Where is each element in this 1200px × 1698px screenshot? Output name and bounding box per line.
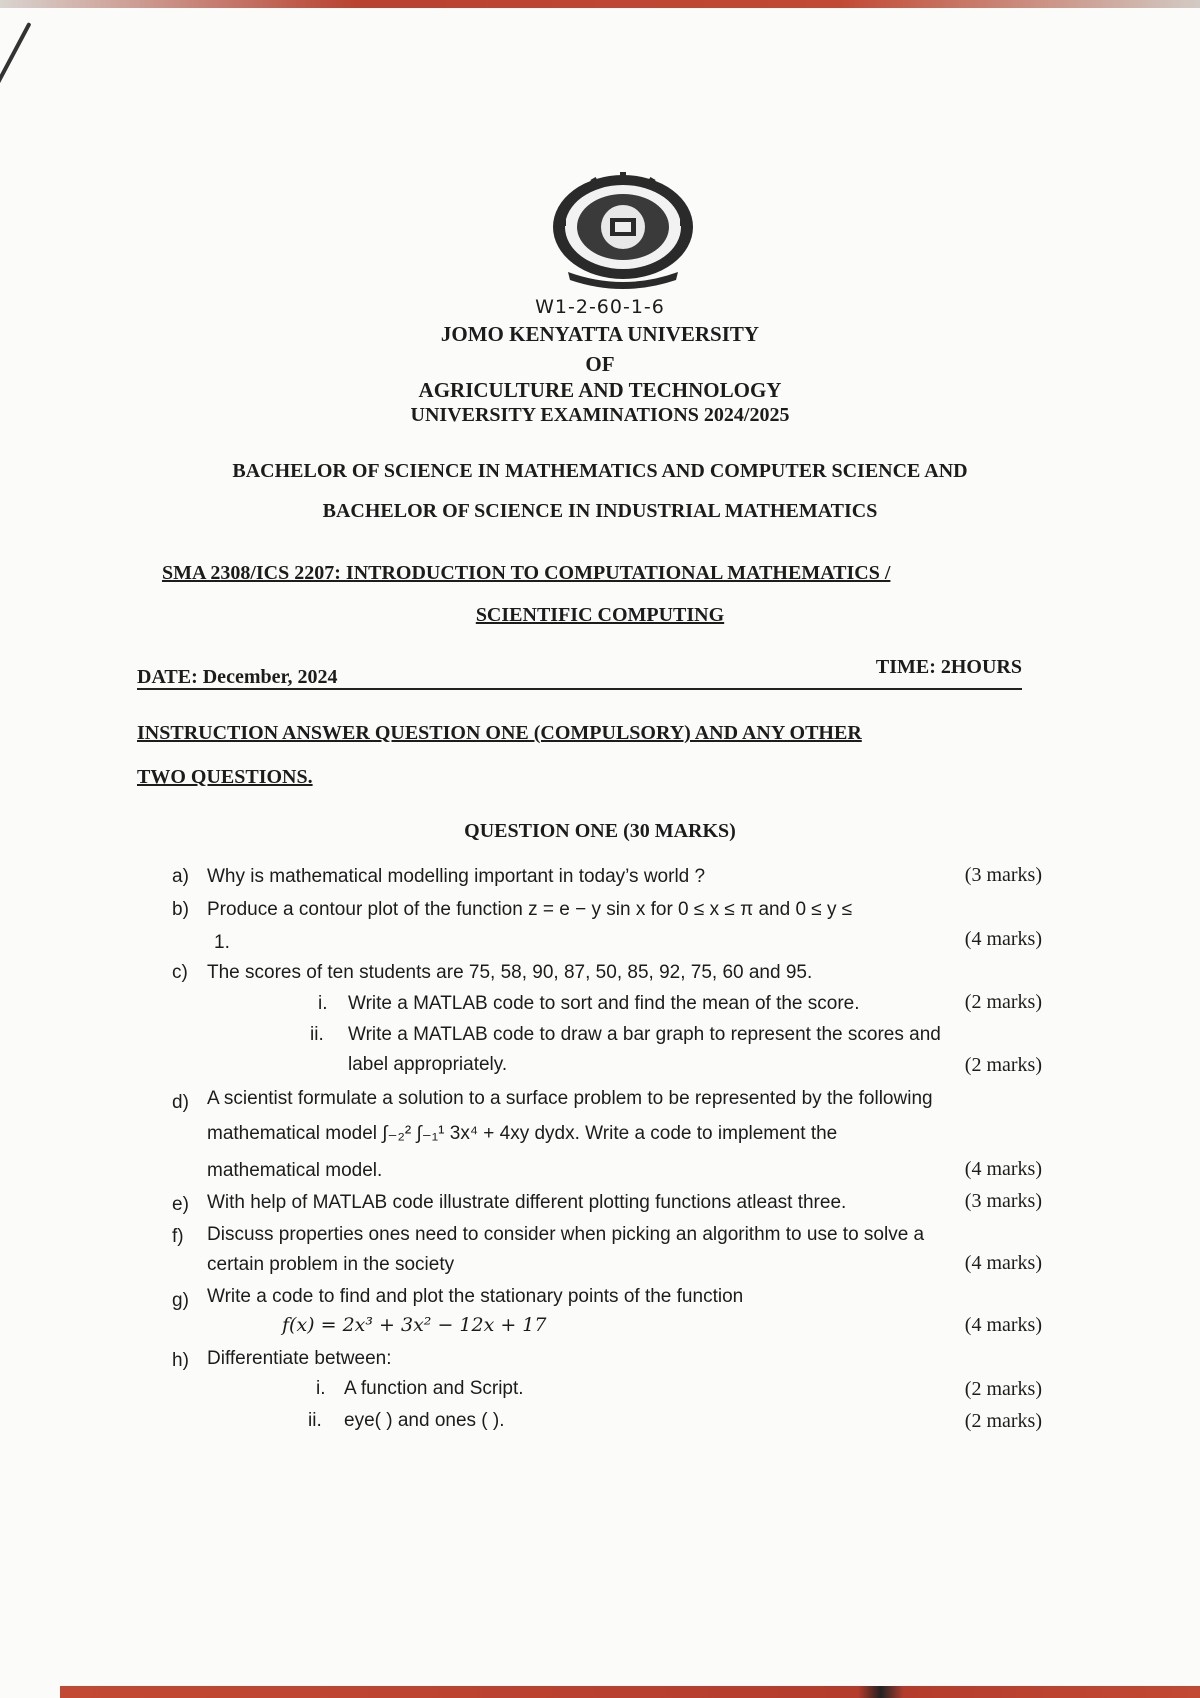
question-e-marks: (3 marks) bbox=[964, 1190, 1042, 1212]
question-b-marks: (4 marks) bbox=[964, 928, 1042, 950]
scan-edge-bottom bbox=[60, 1686, 1200, 1698]
question-h-ii-marks: (2 marks) bbox=[964, 1410, 1042, 1432]
question-c-ii-marks: (2 marks) bbox=[964, 1054, 1042, 1076]
question-c-ii-label: ii. bbox=[310, 1024, 324, 1045]
question-f-marks: (4 marks) bbox=[964, 1252, 1042, 1274]
exam-series: UNIVERSITY EXAMINATIONS 2024/2025 bbox=[410, 404, 790, 426]
question-b-text: Produce a contour plot of the function z = e − y sin x for 0 ≤ x ≤ π and 0 ≤ y ≤ bbox=[207, 899, 853, 920]
pen-mark bbox=[0, 22, 32, 86]
instructions-line-1: INSTRUCTION ANSWER QUESTION ONE (COMPULSORY) AND ANY OTHER bbox=[137, 722, 862, 744]
scan-edge-top bbox=[0, 0, 1200, 8]
question-a-text: Why is mathematical modelling important in today’s world ? bbox=[207, 866, 706, 887]
university-name: JOMO KENYATTA UNIVERSITY bbox=[440, 322, 760, 346]
university-name-faculty: AGRICULTURE AND TECHNOLOGY bbox=[418, 378, 782, 402]
course-title-line-1: SMA 2308/ICS 2207: INTRODUCTION TO COMPUTATIONAL MATHEMATICS / bbox=[162, 562, 891, 584]
question-label-g: g) bbox=[172, 1290, 189, 1311]
question-c-i-marks: (2 marks) bbox=[964, 991, 1042, 1013]
question-h-ii-text: eye( ) and ones ( ). bbox=[344, 1410, 505, 1431]
question-d-text: A scientist formulate a solution to a surface problem to be represented by the following bbox=[207, 1088, 933, 1109]
question-label-b: b) bbox=[172, 899, 189, 920]
question-c-ii-text-cont: label appropriately. bbox=[348, 1054, 508, 1075]
university-crest-icon bbox=[548, 172, 698, 292]
question-g-formula: f(x) = 2x³ + 3x² − 12x + 17 bbox=[282, 1314, 547, 1336]
question-d-marks: (4 marks) bbox=[964, 1158, 1042, 1180]
question-f-text-cont: certain problem in the society bbox=[207, 1254, 455, 1275]
question-h-ii-label: ii. bbox=[308, 1410, 322, 1431]
question-one-title: QUESTION ONE (30 MARKS) bbox=[464, 820, 736, 842]
question-label-f: f) bbox=[172, 1226, 184, 1247]
question-e-text: With help of MATLAB code illustrate different plotting functions atleast three. bbox=[207, 1192, 847, 1213]
question-d-text-end: mathematical model. bbox=[207, 1160, 383, 1181]
question-d-text-cont: mathematical model ∫₋₂² ∫₋₁¹ 3x⁴ + 4xy dydx. Write a code to implement the bbox=[207, 1123, 838, 1144]
question-a-marks: (3 marks) bbox=[964, 864, 1042, 886]
date-underline bbox=[137, 688, 1022, 690]
question-c-ii-text: Write a MATLAB code to draw a bar graph to represent the scores and bbox=[348, 1024, 941, 1045]
question-c-i-label: i. bbox=[318, 993, 328, 1014]
exam-date: DATE: December, 2024 bbox=[137, 666, 338, 688]
question-f-text: Discuss properties ones need to consider when picking an algorithm to use to solve a bbox=[207, 1224, 925, 1245]
question-c-text: The scores of ten students are 75, 58, 90, 87, 50, 85, 92, 75, 60 and 95. bbox=[207, 962, 813, 983]
question-g-text: Write a code to find and plot the stationary points of the function bbox=[207, 1286, 744, 1307]
university-name-of: OF bbox=[585, 352, 615, 376]
question-g-marks: (4 marks) bbox=[964, 1314, 1042, 1336]
instructions-line-2: TWO QUESTIONS. bbox=[137, 766, 313, 788]
question-c-i-text: Write a MATLAB code to sort and find the mean of the score. bbox=[348, 993, 860, 1014]
question-label-e: e) bbox=[172, 1194, 189, 1215]
question-label-c: c) bbox=[172, 962, 188, 983]
exam-code: W1-2-60-1-6 bbox=[535, 296, 665, 318]
question-h-i-marks: (2 marks) bbox=[964, 1378, 1042, 1400]
exam-time: TIME: 2HOURS bbox=[875, 656, 1022, 678]
question-label-h: h) bbox=[172, 1350, 189, 1371]
question-b-text-cont: 1. bbox=[214, 932, 230, 953]
question-label-a: a) bbox=[172, 866, 189, 887]
programme-line-1: BACHELOR OF SCIENCE IN MATHEMATICS AND COMPUTER SCIENCE AND bbox=[232, 460, 968, 482]
question-h-i-label: i. bbox=[316, 1378, 326, 1399]
course-title-line-2: SCIENTIFIC COMPUTING bbox=[475, 604, 725, 626]
question-h-i-text: A function and Script. bbox=[344, 1378, 524, 1399]
question-h-text: Differentiate between: bbox=[207, 1348, 392, 1369]
programme-line-2: BACHELOR OF SCIENCE IN INDUSTRIAL MATHEMATICS bbox=[322, 500, 878, 522]
question-label-d: d) bbox=[172, 1092, 189, 1113]
